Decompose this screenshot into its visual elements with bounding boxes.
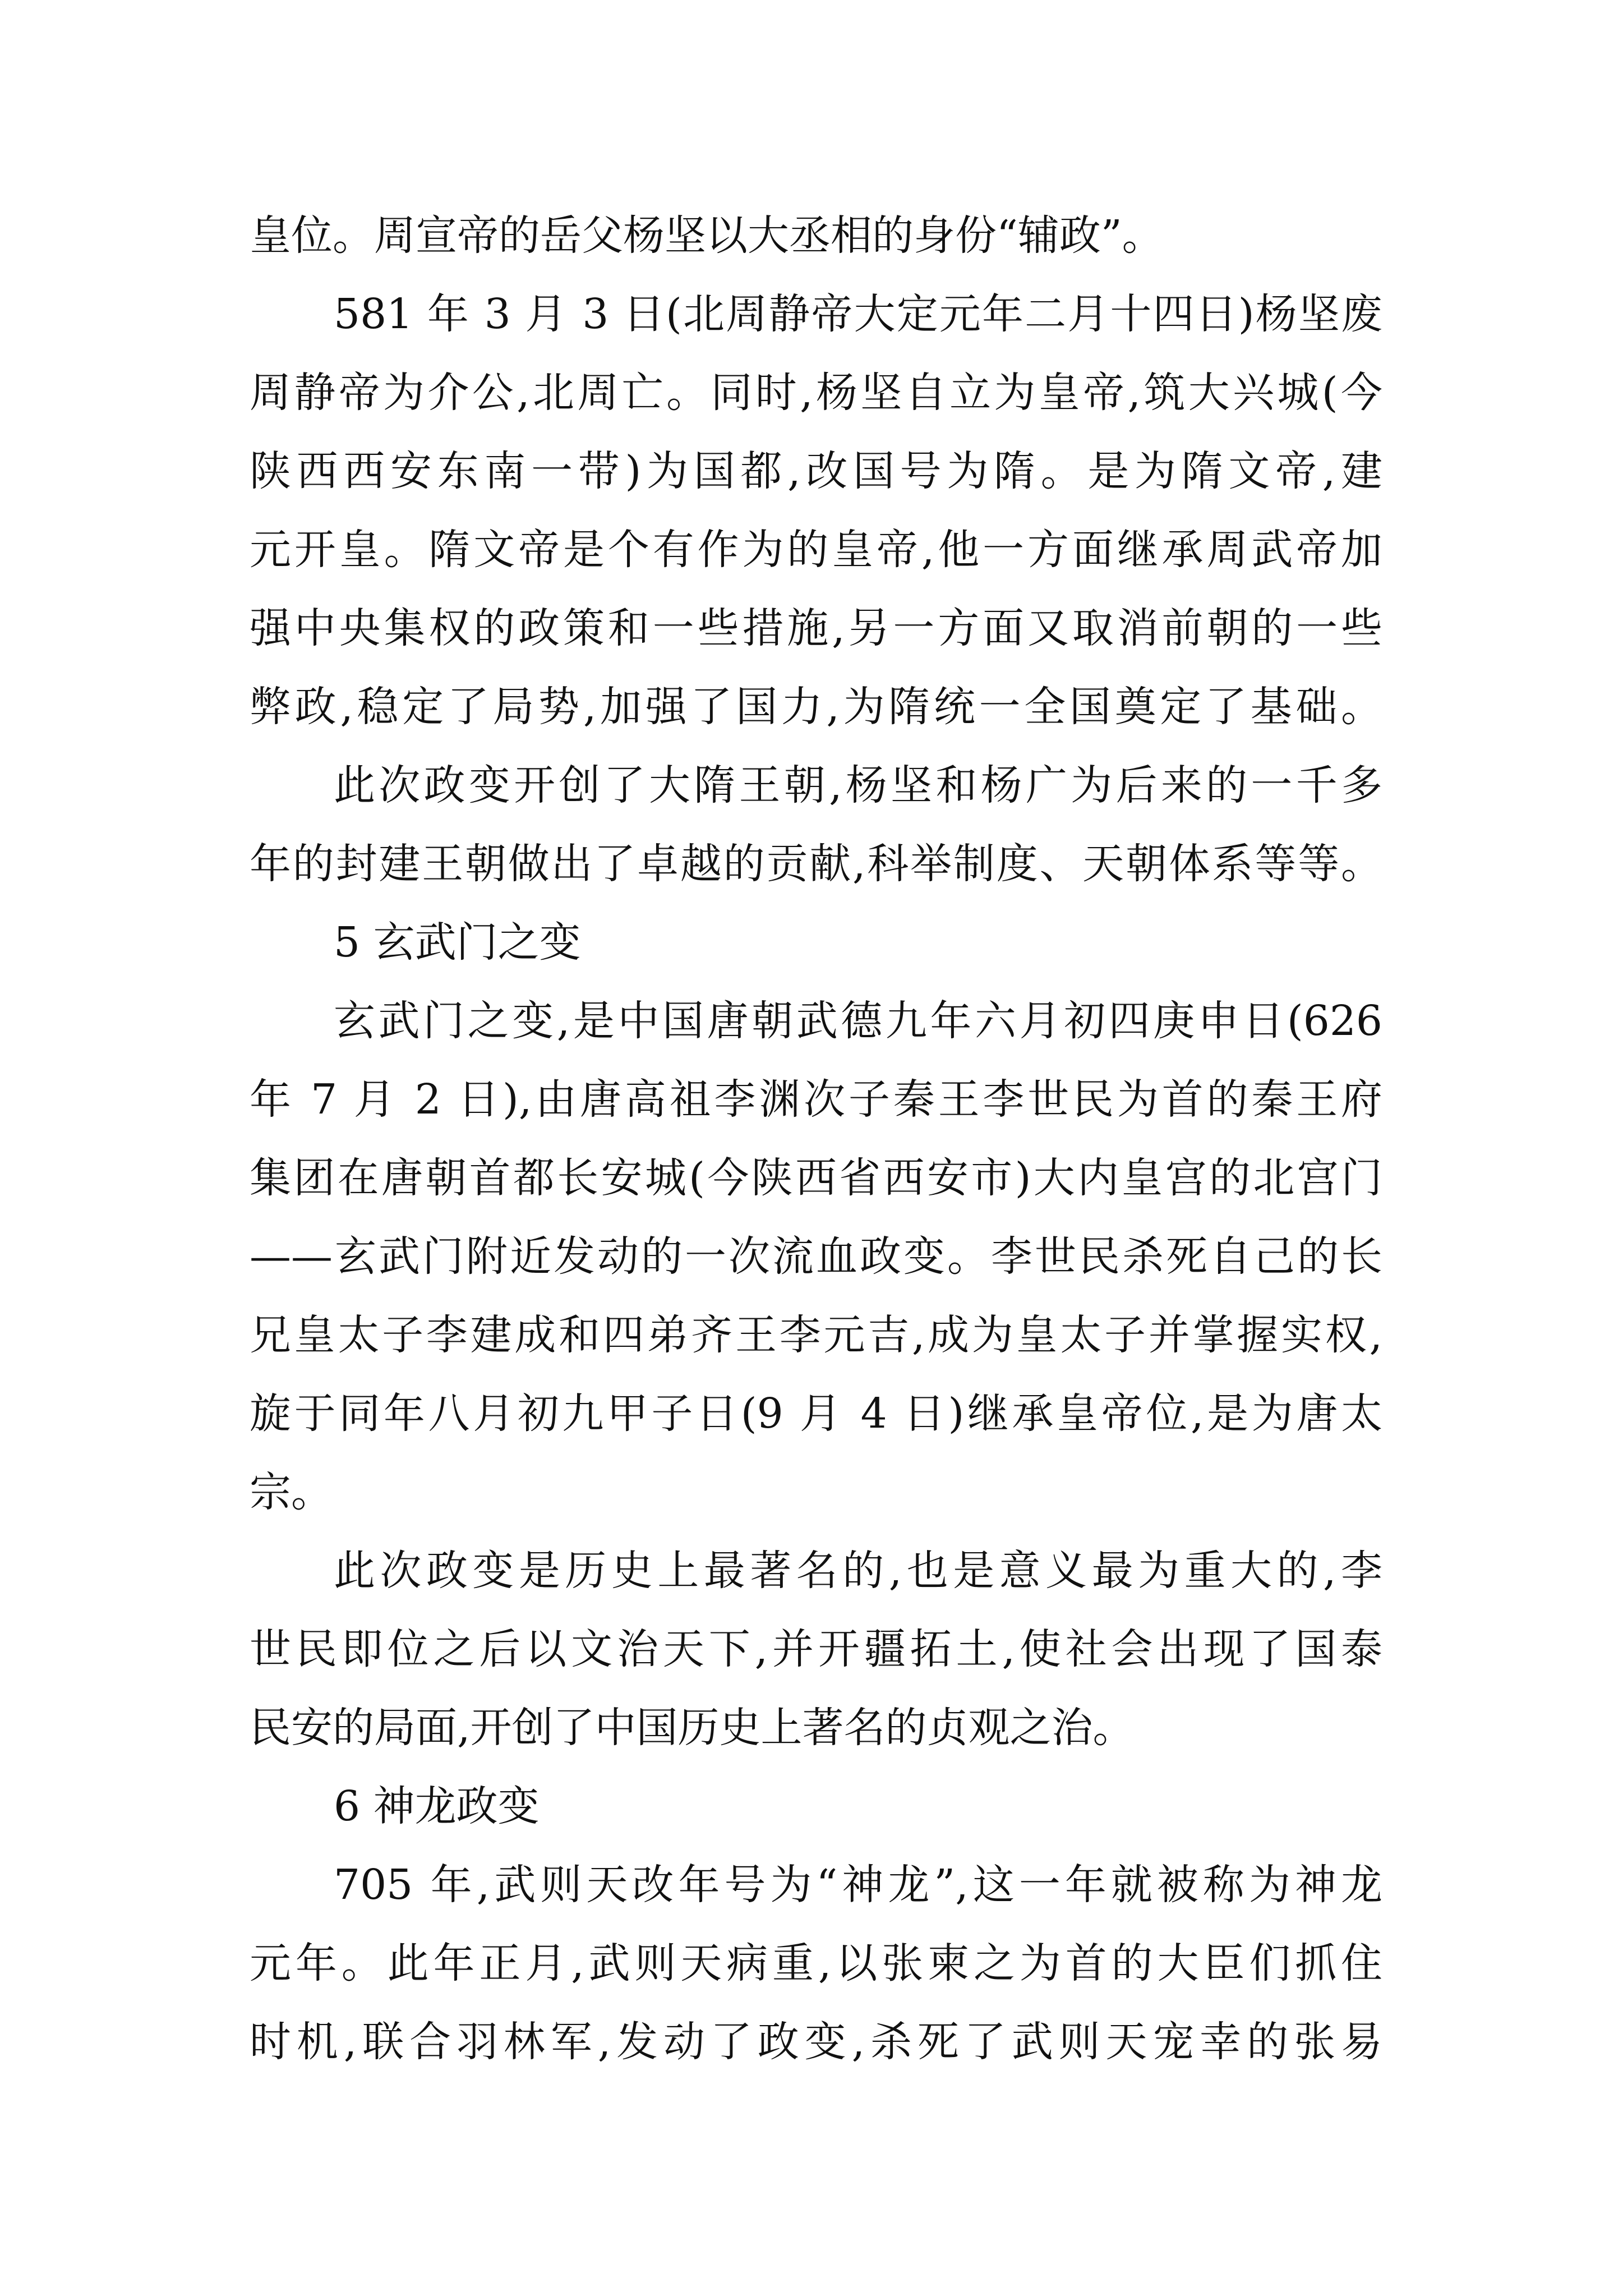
body-text <box>250 196 1382 2081</box>
text-line: 集团在唐朝首都长安城(今陕西省西安市)大内皇宫的北宫门 <box>250 1154 1382 1202</box>
text-line: 旋于同年八月初九甲子日(9 月 4 日)继承皇帝位,是为唐太 <box>250 1389 1382 1438</box>
text-line: 元开皇。隋文帝是个有作为的皇帝,他一方面继承周武帝加 <box>250 526 1382 574</box>
text-line: 元年。此年正月,武则天病重,以张柬之为首的大臣们抓住 <box>250 1939 1382 1987</box>
text-line: 周静帝为介公,北周亡。同时,杨坚自立为皇帝,筑大兴城(今 <box>250 369 1382 417</box>
text-line: 年的封建王朝做出了卓越的贡献,科举制度、天朝体系等等。 <box>250 840 1382 888</box>
section-heading: 6 神龙政变 <box>334 1782 540 1830</box>
text-line: 陕西西安东南一带)为国都,改国号为隋。是为隋文帝,建 <box>250 447 1382 495</box>
text-line: 兄皇太子李建成和四弟齐王李元吉,成为皇太子并掌握实权, <box>250 1311 1382 1359</box>
text-line: 弊政,稳定了局势,加强了国力,为隋统一全国奠定了基础。 <box>250 683 1382 731</box>
text-line: 此次政变是历史上最著名的,也是意义最为重大的,李 <box>334 1547 1382 1595</box>
text-line: 皇位。周宣帝的岳父杨坚以大丞相的身份“辅政”。 <box>250 211 1164 260</box>
text-line: 强中央集权的政策和一些措施,另一方面又取消前朝的一些 <box>250 604 1382 652</box>
text-line: 民安的局面,开创了中国历史上著名的贞观之治。 <box>250 1704 1135 1752</box>
text-line: 年 7 月 2 日),由唐高祖李渊次子秦王李世民为首的秦王府 <box>250 1075 1382 1124</box>
text-line: 705 年,武则天改年号为“神龙”,这一年就被称为神龙 <box>334 1861 1382 1909</box>
section-heading: 5 玄武门之变 <box>334 918 581 967</box>
text-line: 玄武门之变,是中国唐朝武德九年六月初四庚申日(626 <box>334 997 1382 1045</box>
text-line: 此次政变开创了大隋王朝,杨坚和杨广为后来的一千多 <box>334 761 1382 809</box>
text-line: 时机,联合羽林军,发动了政变,杀死了武则天宠幸的张易 <box>250 2018 1382 2066</box>
text-line: 世民即位之后以文治天下,并开疆拓土,使社会出现了国泰 <box>250 1625 1382 1673</box>
text-line: 581 年 3 月 3 日(北周静帝大定元年二月十四日)杨坚废 <box>334 290 1382 338</box>
text-line: 宗。 <box>250 1468 333 1516</box>
text-line: ——玄武门附近发动的一次流血政变。李世民杀死自己的长 <box>250 1232 1382 1281</box>
